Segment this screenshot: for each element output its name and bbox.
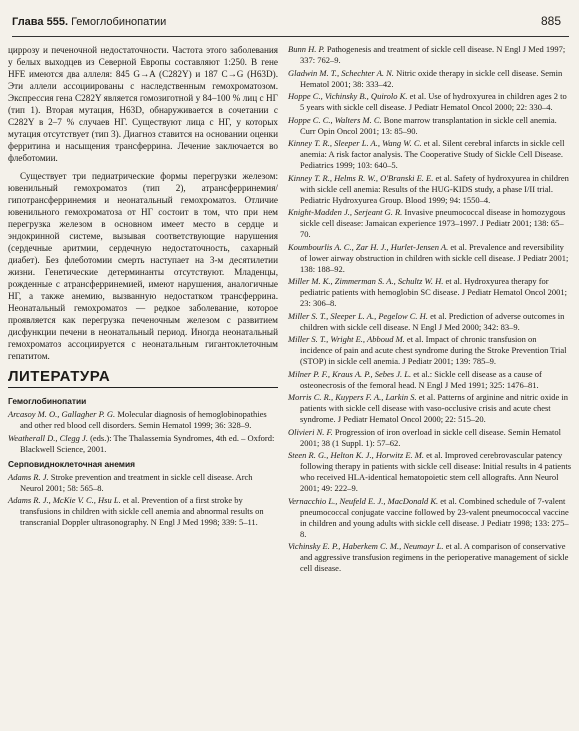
reference-authors: Gladwin M. T., Schechter A. N. (288, 67, 394, 78)
reference-item (288, 173, 571, 206)
reference-item (8, 472, 278, 494)
reference-text: et al. Patterns of arginine and nitric oxide in patients with sickle cell disease with vaso-occlusive crisis and acute chest syndrome. J Pediatr Hematol Oncol 2000; 22: 515–20. (300, 392, 569, 424)
reference-authors: Milner P. F., Kraus A. P., Sebes J. L. (288, 368, 412, 379)
reference-text: et al.: Sickle cell disease as a cause of osteonecrosis of the femoral head. N Engl J Med 1991; 325: 1476–81. (300, 368, 542, 390)
reference-authors: Kinney T. R., Sleeper L. A., Wang W. C. (288, 138, 422, 148)
reference-item (288, 138, 571, 171)
page-number: 885 (540, 14, 561, 28)
chapter-heading (12, 16, 166, 28)
reference-text: Progression of iron overload in sickle cell disease. Semin Hematol 2001; 38 (1 Suppl. 1): 57–62. (300, 426, 561, 448)
reference-authors: Miller M. K., Zimmerman S. A., Schultz W. H. (288, 276, 444, 286)
reference-item (288, 311, 571, 333)
reference-text: et al. Prevention of a first stroke by transfusions in children with sickle cell anemia and abnormal results on transcranial Doppler ultrasonography. N Engl J Med 1998; 339: 5–11. (20, 495, 264, 527)
reference-text: (eds.): The Thalassemia Syndromes, 4th ed. – Oxford: Blackwell Science, 2001. (20, 432, 275, 454)
reference-item (288, 541, 571, 574)
literature-heading: ЛИТЕРАТУРА (8, 368, 278, 388)
reference-item (288, 91, 571, 113)
references-section (8, 459, 278, 529)
reference-authors: Weatherall D., Clegg J. (8, 432, 88, 443)
section-subheading: Гемоглобинопатии (8, 396, 87, 406)
reference-item (288, 392, 571, 425)
reference-authors: Adams R. J. (8, 471, 49, 482)
reference-authors: Miller S. T., Sleeper L. A., Pegelow C. H. (288, 310, 428, 321)
reference-authors: Arcasoy M. O., Gallagher P. G. (8, 409, 116, 419)
reference-authors: Hoppe C., Vichinsky B., Quirolo K. (288, 91, 408, 101)
reference-authors: Koumbourlis A. C., Zar H. J., Hurlet-Jensen A. (288, 241, 449, 252)
chapter-number: 555. (46, 16, 69, 28)
reference-text: Bone marrow transplantation in sickle cell anemia. Curr Opin Oncol 2001; 13: 85–90. (300, 114, 557, 136)
reference-item (8, 433, 278, 455)
section-subheading: Серповидноклеточная анемия (8, 458, 136, 469)
reference-text: et al. Hydroxyurea therapy for pediatric patients with hemoglobin SC disease. J Pediatr Hematol Oncol 2001; 23: 306–8. (300, 276, 567, 308)
reference-text: et al. Impact of chronic transfusion on incidence of pain and acute chest syndrome during the Stroke Prevention Trial (STOP) in sickle cell anemia. J Pediatr 2001; 139: 785–9. (300, 334, 567, 366)
reference-item (288, 496, 571, 540)
reference-item (8, 495, 278, 528)
reference-text: Stroke prevention and treatment in sickle cell disease. Arch Neurol 2001; 58: 565–8. (20, 471, 253, 493)
reference-text: et al. Safety of hydroxyurea in children with sickle cell anemia: Results of the HUG-KIDS study, a phase I/II trial. Pediatric Hydroxyurea Group. Blood 1999; 94: 1550–4. (300, 172, 569, 205)
chapter-title: Гемоглобинопатии (71, 16, 167, 28)
reference-text: et al. Combined schedule of 7-valent pneumococcal conjugate vaccine followed by 23-valent pneumococcal vaccine in children and young adults with sickle cell disease. J Pediatr 1998; 133: 275–8. (300, 495, 569, 539)
reference-text: et al. Silent cerebral infarcts in sickle cell anemia: A risk factor analysis. The Cooperative Study of Sickle Cell Disease. Pediatrics 1999; 103: 640–5. (300, 138, 565, 170)
reference-item (288, 115, 571, 137)
reference-authors: Vernacchio L., Neufeld E. J., MacDonald K. (288, 495, 439, 506)
reference-text: Molecular diagnosis of hemoglobinopathies and other red blood cell disorders. Semin Hematol 1999; 36: 328–9. (20, 409, 267, 430)
references-section (8, 396, 278, 455)
running-header (12, 12, 569, 37)
reference-authors: Kinney T. R., Helms R. W., O'Branski E. E. (288, 172, 434, 183)
chapter-prefix: Глава (12, 16, 44, 28)
reference-item (288, 207, 571, 240)
left-column (8, 44, 278, 530)
reference-authors: Miller S. T., Wright E., Abboud M. (288, 334, 405, 344)
reference-item (288, 450, 571, 494)
reference-item (288, 276, 571, 309)
reference-item (288, 68, 571, 90)
reference-item (288, 44, 571, 66)
reference-item (288, 427, 571, 449)
reference-text: et al. Prediction of adverse outcomes in children with sickle cell disease. N Engl J Med 2000; 342: 83–9. (300, 310, 565, 332)
reference-item (8, 409, 278, 431)
reference-authors: Olivieri N. F. (288, 426, 333, 437)
body-paragraph: Существует три педиатрические формы перегрузки железом: ювенильный гемохроматоз (тип 2), атрансферринемия/гипотрансферринемия и неонатальный гемохроматоз. Отличие ювенильного гемохроматоза от НГ состоит в том, что при нем перегрузка железом в основном имеет место в сердце и эндокринной системе, вызывая соответствующие нарушения (сердечные аритмии, сердечную недостаточность, сахарный диабет). Без флеботомии смерть наступает на 3-м десятилетии жизни. Генетические детерминанты отсутствуют. Младенцы, рожденные с атрансферринемией, имеют нарушения, аналогичные НГ, а также анемию, вызванную недостатком трансферрина. Неонатальный гемохроматоз — редкое заболевание, которое проявляется как перегрузка печеночным железом с развитием дисфункции печени в неонатальный период. Иногда неонатальный гемохроматоз ассоциируется с неонатальным гигантоклеточным гепатитом. (8, 171, 278, 361)
reference-text: et al. A comparison of conservative and aggressive transfusion regimens in the perioperative management of sickle cell disease. (300, 541, 569, 573)
body-paragraph: циррозу и печеночной недостаточности. Частота этого заболевания у белых выходцев из Северной Европы составляют 1:250. В гене HFE имеются два аллеля: 845 G→A (C282Y) и 187 C→G (H63D). Эти аллели ассоциированы с наследственным гемохроматозом. Экспрессия гена C282Y является гомозиготной у 84–100 % лиц с НГ (тип 1). Вторая мутация, H63D, обнаруживается в сочетании с C282Y в 2–7 % случаев НГ. Существуют лица с НГ, у которых мутация отсутствует (тип 3). Диагноз ставится на основании оценки ферритина и насыщения трансферрина. Лечение заключается во флеботомии. (8, 45, 278, 163)
reference-authors: Hoppe C. C., Walters M. C. (288, 114, 382, 125)
reference-text: Pathogenesis and treatment of sickle cell disease. N Engl J Med 1997; 337: 762–9. (300, 44, 566, 65)
right-column (288, 44, 571, 576)
reference-authors: Vichinsky E. P., Haberkem C. M., Neumayr L. (288, 541, 444, 551)
reference-text: et al. Use of hydroxyurea in children ages 2 to 5 years with sickle cell disease. J Pediatr Hematol Oncol 2000; 22: 330–4. (300, 91, 567, 112)
reference-authors: Bunn H. P. (288, 44, 325, 54)
reference-text: Invasive pneumococcal disease in homozygous sickle cell disease: Jamaican experience 1973–1997. J Pediatr 2001; 138: 65–70. (300, 207, 566, 239)
reference-item (288, 334, 571, 367)
reference-text: et al. Prevalence and reversibility of lower airway obstruction in children with sickle cell disease. J Pediatr 2001; 138: 188–92. (300, 241, 569, 274)
reference-authors: Steen R. G., Helton K. J., Horwitz E. M. (288, 450, 424, 460)
reference-authors: Morris C. R., Kuypers F. A., Larkin S. (288, 392, 417, 402)
reference-item (288, 369, 571, 391)
reference-authors: Knight-Madden J., Serjeant G. R. (288, 207, 403, 217)
reference-authors: Adams R. J., McKie V. C., Hsu L. (8, 495, 121, 505)
reference-text: et al. Improved cerebrovascular patency following therapy in patients with sickle cell disease: Initial results in 4 patients who received HLA-identical hematopoietic stem cell allografts. Ann Neurol 2001; 49: 222–9. (300, 450, 571, 493)
reference-text: Nitric oxide therapy in sickle cell disease. Semin Hematol 2001; 38: 333–42. (300, 67, 563, 89)
reference-item (288, 242, 571, 275)
